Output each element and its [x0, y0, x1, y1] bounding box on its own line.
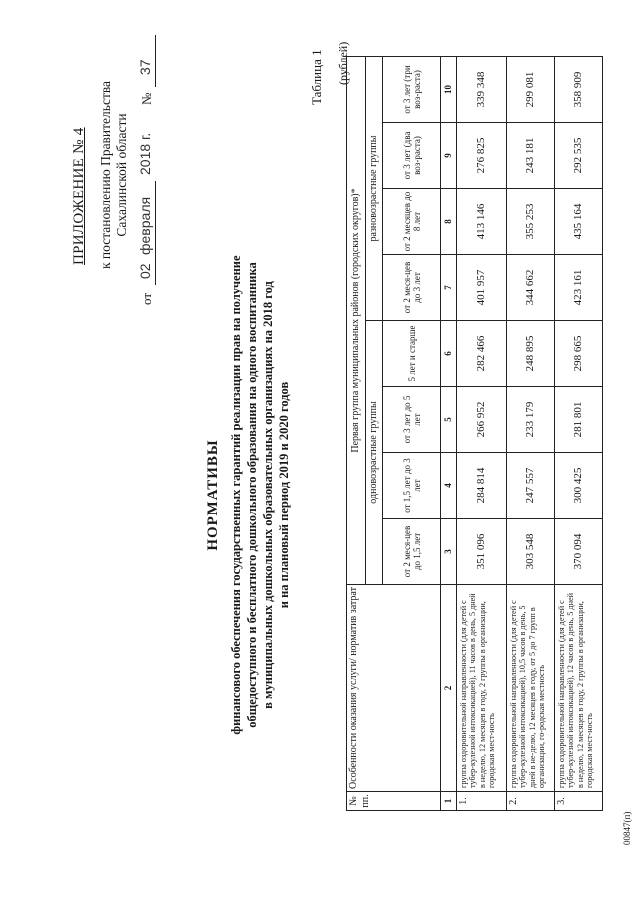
norms-table	[346, 56, 603, 811]
appendix-title: ПРИЛОЖЕНИЕ № 4	[71, 127, 87, 265]
value-cell: 276 825	[457, 123, 507, 189]
document-title: НОРМАТИВЫ	[205, 439, 221, 551]
column-number: 1	[441, 792, 457, 811]
value-cell: 233 179	[507, 387, 555, 453]
value-cell: 266 952	[457, 387, 507, 453]
value-cell: 299 081	[507, 57, 555, 123]
document-subtitle-line4: и на плановый период 2019 и 2020 годов	[277, 381, 291, 609]
header-municipal-group: Первая группа муниципальных районов (городских округов)*	[347, 57, 366, 585]
row-description: группа оздоровительной направленности (для детей с тубер-кулезной интоксикацией), 11 часов в день, 5 дней в неделю, 12 месяцев в году, 2 группы в организации, городская мест-ность	[457, 585, 507, 792]
decree-reference-line1: к постановлению Правительства	[98, 80, 113, 270]
column-number: 2	[441, 585, 457, 792]
column-number: 4	[441, 453, 457, 519]
value-cell: 413 146	[457, 189, 507, 255]
document-subtitle-line2: общедоступного и бесплатного дошкольного образования на одного воспитанника	[245, 262, 259, 728]
value-cell: 344 662	[507, 255, 555, 321]
date-month: февраля	[137, 196, 153, 255]
header-col-1-5-3y: от 1,5 лет до 3 лет	[383, 453, 441, 519]
table-row	[555, 57, 603, 811]
header-col-3y-three-ages: от 3 лет (три воз-раста)	[383, 57, 441, 123]
value-cell: 339 348	[457, 57, 507, 123]
column-number: 6	[441, 321, 457, 387]
column-number: 9	[441, 123, 457, 189]
value-cell: 284 814	[457, 453, 507, 519]
value-cell: 243 181	[507, 123, 555, 189]
value-cell: 401 957	[457, 255, 507, 321]
value-cell: 282 466	[457, 321, 507, 387]
header-feature: Особенности оказания услуги/ норматив затрат	[347, 585, 441, 792]
value-cell: 247 557	[507, 453, 555, 519]
header-col-2m-1-5y: от 2 меся-цев до 1,5 лет	[383, 519, 441, 585]
value-cell: 435 164	[555, 189, 603, 255]
column-number: 7	[441, 255, 457, 321]
table-row	[507, 57, 555, 811]
header-col-2m-8y: от 2 месяцев до 8 лет	[383, 189, 441, 255]
header-same-age-groups: одновозрастные группы	[366, 321, 383, 585]
header-col-3y-two-ages: от 3 лет (два воз-раста)	[383, 123, 441, 189]
value-cell: 351 096	[457, 519, 507, 585]
column-number: 3	[441, 519, 457, 585]
value-cell: 300 425	[555, 453, 603, 519]
column-number: 10	[441, 57, 457, 123]
decree-number: 37	[137, 59, 153, 75]
table-label: Таблица 1	[309, 49, 324, 105]
header-col-3-5y: от 3 лет до 5 лет	[383, 387, 441, 453]
header-col-2m-3y: от 2 меся-цев до 3 лет	[383, 255, 441, 321]
row-number: 1.	[457, 792, 507, 811]
date-day: 02	[137, 263, 153, 279]
header-col-5y-plus: 5 лет и старше	[383, 321, 441, 387]
currency-label: (рублей)	[336, 41, 350, 85]
column-number: 8	[441, 189, 457, 255]
row-description: группа оздоровительной направленности (для детей с тубер-кулезной интоксикацией), 12 часов в день, 5 дней в неделю, 12 месяцев в году, 2 группы в организации, городская мест-ность	[555, 585, 603, 792]
value-cell: 248 895	[507, 321, 555, 387]
value-cell: 370 094	[555, 519, 603, 585]
value-cell: 423 161	[555, 255, 603, 321]
row-number: 3.	[555, 792, 603, 811]
header-mixed-age-groups: разновозрастные группы	[366, 57, 383, 321]
decree-reference-line2: Сахалинской области	[114, 113, 129, 237]
value-cell: 358 909	[555, 57, 603, 123]
header-num: № пп.	[347, 792, 441, 811]
row-description: группа оздоровительной направленности (для детей с тубер-кулезной интоксикацией), 10,5 часов в день, 5 дней в не-делю, 12 месяцев в году, от 5 до 7 групп в организации, го-родская местность	[507, 585, 555, 792]
column-number: 5	[441, 387, 457, 453]
number-prefix: №	[139, 92, 154, 105]
value-cell: 281 801	[555, 387, 603, 453]
footer-code: 00847(п)	[622, 811, 632, 845]
value-cell: 292 535	[555, 123, 603, 189]
value-cell: 355 253	[507, 189, 555, 255]
date-prefix: от	[139, 292, 154, 305]
decree-date-number-line	[139, 35, 159, 305]
value-cell: 303 548	[507, 519, 555, 585]
document-subtitle-line1: финансового обеспечения государственных гарантий реализации прав на получение	[229, 255, 243, 735]
value-cell: 298 665	[555, 321, 603, 387]
document-subtitle-line3: в муниципальных дошкольных образовательных организациях на 2018 год	[261, 281, 275, 709]
row-number: 2.	[507, 792, 555, 811]
table-row	[457, 57, 507, 811]
date-year: 2018 г.	[137, 132, 153, 175]
